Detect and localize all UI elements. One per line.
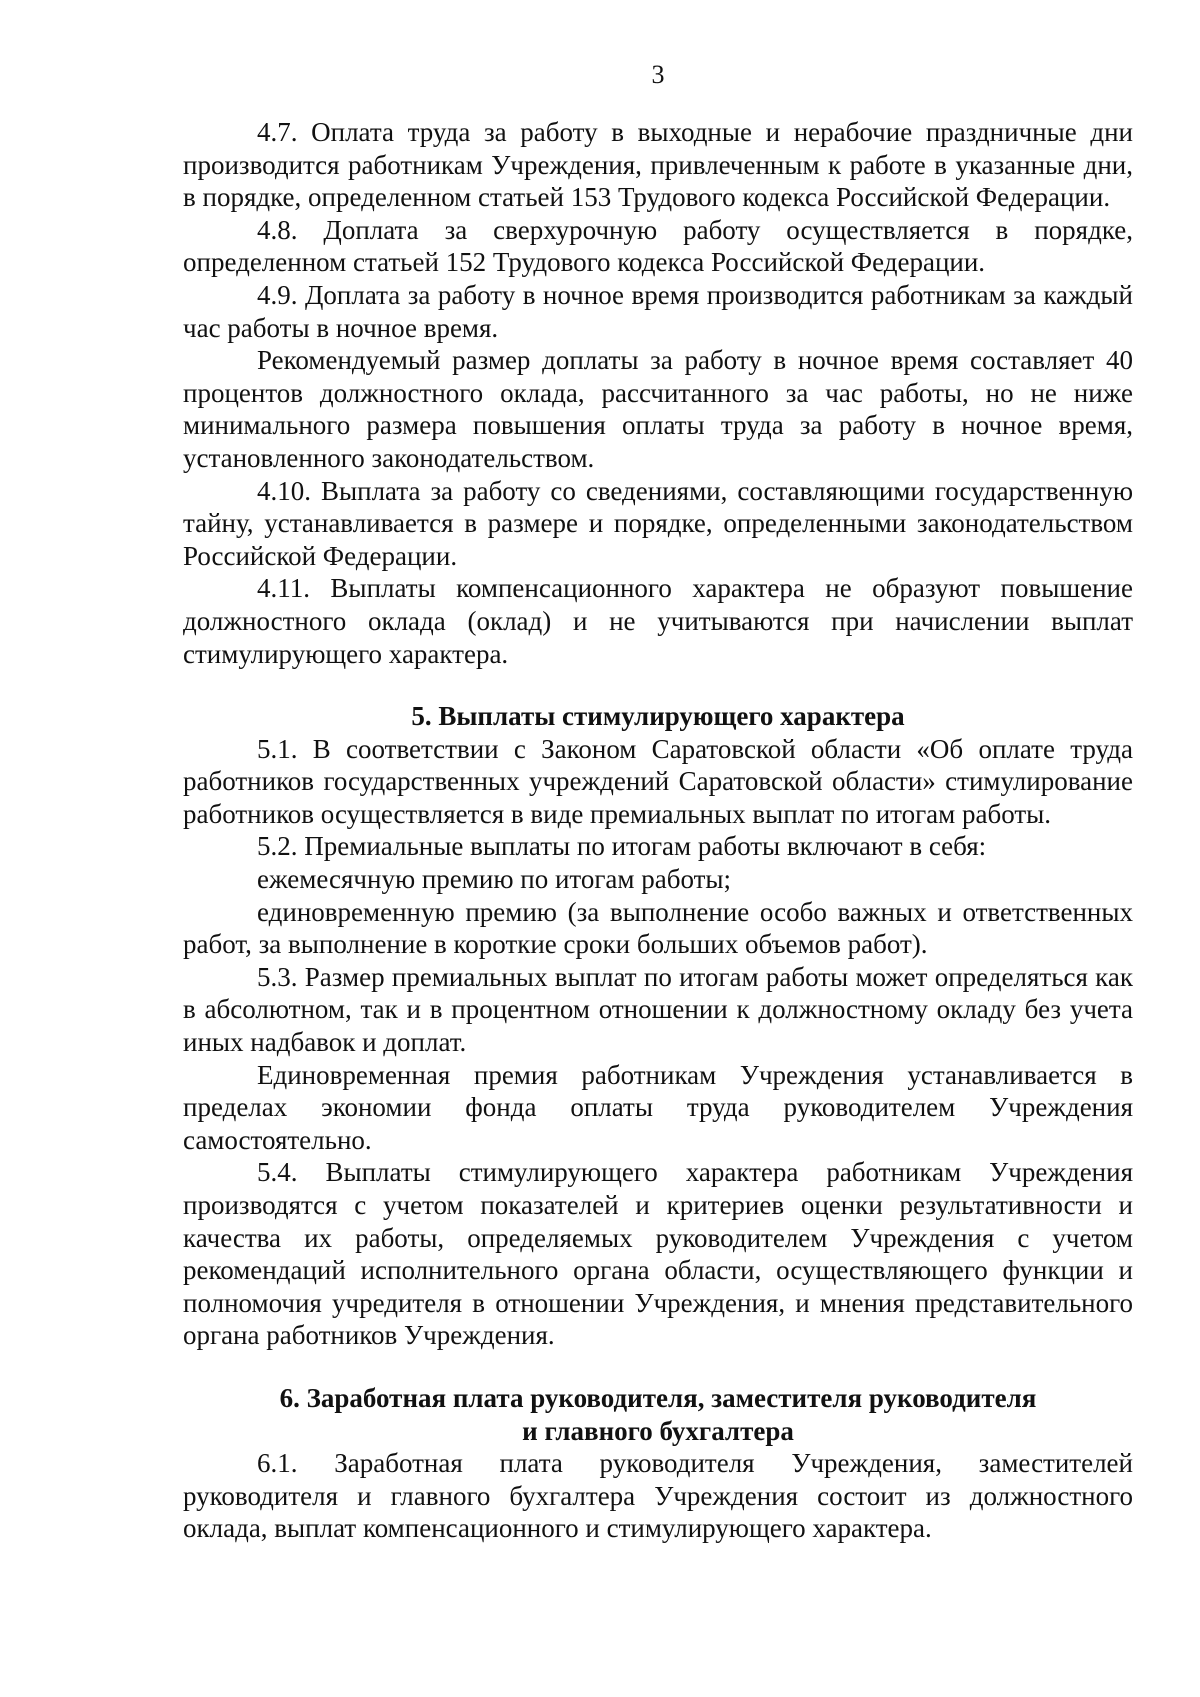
- section-6: [183, 1382, 1133, 1545]
- page-number: 3: [651, 60, 665, 89]
- paragraph-6-1: 6.1. Заработная плата руководителя Учреждения, заместителей руководителя и главного бухгалтера Учреждения состоит из должностного оклада, выплат компенсационного и стимулирующего характера.: [183, 1448, 1133, 1544]
- paragraph-5-3: 5.3. Размер премиальных выплат по итогам работы может определяться как в абсолютном, так и в процентном отношении к должностному окладу без учета иных надбавок и доплат.: [183, 961, 1133, 1058]
- paragraph-4-10: 4.10. Выплата за работу со сведениями, составляющими государственную тайну, устанавливается в размере и порядке, определенными законодательством Российской Федерации.: [183, 475, 1133, 571]
- document-page: [183, 60, 1133, 1545]
- section-6-heading: [183, 1382, 1133, 1447]
- paragraph-4-7: 4.7. Оплата труда за работу в выходные и нерабочие праздничные дни производится работникам Учреждения, привлеченным к работе в указанные дни, в порядке, определенном статьей 153 Трудового кодекса Российской Федерации.: [183, 117, 1133, 213]
- paragraph-4-9-recommended: Рекомендуемый размер доплаты за работу в ночное время составляет 40 процентов должностного оклада, рассчитанного за час работы, но не ниже минимального размера повышения оплаты труда за работу в ночное время, установленного законодательством.: [183, 345, 1133, 473]
- paragraph-5-3-one-time-bonus: Единовременная премия работникам Учреждения устанавливается в пределах экономии фонда оплаты труда руководителем Учреждения самостоятельно.: [183, 1059, 1133, 1155]
- section-6-heading-line-1: 6. Заработная плата руководителя, заместителя руководителя: [279, 1382, 1037, 1413]
- paragraph-5-1: 5.1. В соответствии с Законом Саратовской области «Об оплате труда работников государственных учреждений Саратовской области» стимулирование работников осуществляется в виде премиальных выплат по итогам работы.: [183, 733, 1133, 829]
- paragraph-4-8: 4.8. Доплата за сверхурочную работу осуществляется в порядке, определенном статьей 152 Трудового кодекса Российской Федерации.: [183, 214, 1133, 278]
- paragraph-5-2-monthly: ежемесячную премию по итогам работы;: [257, 864, 732, 895]
- paragraph-5-4: 5.4. Выплаты стимулирующего характера работникам Учреждения производятся с учетом показателей и критериев оценки результативности и качества их работы, определяемых руководителем Учреждения с учетом рекомендаций исполнительного органа области, осуществляющего функции и полномочия учредителя в отношении Учреждения, и мнения представительного органа работников Учреждения.: [183, 1157, 1133, 1351]
- section-5: [183, 700, 1133, 1352]
- paragraph-5-2-one-time: единовременную премию (за выполнение особо важных и ответственных работ, за выполнение в короткие сроки больших объемов работ).: [183, 896, 1133, 960]
- section-6-heading-line-2: и главного бухгалтера: [522, 1415, 794, 1446]
- paragraph-4-11: 4.11. Выплаты компенсационного характера не образуют повышение должностного оклада (оклад) и не учитываются при начислении выплат стимулирующего характера.: [183, 573, 1133, 669]
- paragraph-4-9: 4.9. Доплата за работу в ночное время производится работникам за каждый час работы в ночное время.: [183, 279, 1133, 343]
- section-5-heading: 5. Выплаты стимулирующего характера: [411, 701, 905, 732]
- section-4-continuation: [183, 116, 1133, 670]
- paragraph-5-2: 5.2. Премиальные выплаты по итогам работы включают в себя:: [257, 831, 987, 862]
